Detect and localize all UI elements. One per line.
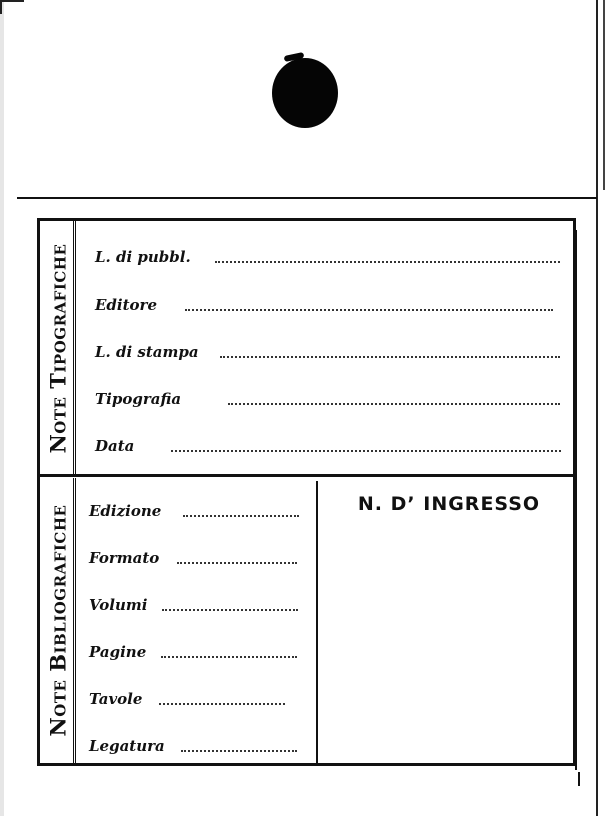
column-divider [316,481,318,763]
field-row-publisher[interactable] [95,292,565,316]
field-row-place-of-publication[interactable] [95,244,565,268]
fill-line [181,750,297,752]
accession-number-title: N. D’ INGRESSO [357,493,541,515]
typographic-notes-band [40,221,76,475]
margin-tick [574,330,576,340]
field-row-place-of-printing[interactable] [95,339,565,363]
fill-line [185,309,553,311]
fill-line [161,656,297,658]
fill-line [159,703,285,705]
corner-mark [0,0,24,14]
field-label: Edizione [89,502,162,520]
section-divider [40,474,574,477]
field-row-volumes[interactable] [89,592,304,616]
fill-line [220,356,560,358]
field-row-printing-house[interactable] [95,386,565,410]
field-label: Legatura [89,737,165,755]
margin-tick [578,772,580,786]
field-label: Data [95,437,135,455]
fill-line [183,515,299,517]
field-label: Tavole [89,690,143,708]
field-row-pages[interactable] [89,639,304,663]
field-row-edition[interactable] [89,498,304,522]
field-row-binding[interactable] [89,733,304,757]
fill-line [162,609,298,611]
field-label: Pagine [89,643,147,661]
fill-line [171,450,561,452]
field-label: Tipografia [95,390,182,408]
field-label: L. di stampa [95,343,199,361]
left-edge [0,0,4,816]
field-label: Volumi [89,596,148,614]
fold-line [17,197,597,199]
field-label: Formato [89,549,160,567]
fill-line [215,261,560,263]
bibliographic-notes-band [40,478,76,763]
fill-line [228,403,560,405]
field-label: L. di pubbl. [95,248,191,266]
right-edge [596,0,598,816]
field-row-plates[interactable] [89,686,304,710]
fill-line [177,562,297,564]
field-row-format[interactable] [89,545,304,569]
field-row-date[interactable] [95,433,565,457]
bibliographic-notes-title: Note Bibliografiche [45,504,71,737]
typographic-notes-title: Note Tipografiche [45,243,71,453]
punched-hole-icon [272,58,338,128]
right-edge-shadow [603,0,605,190]
field-label: Editore [95,296,157,314]
